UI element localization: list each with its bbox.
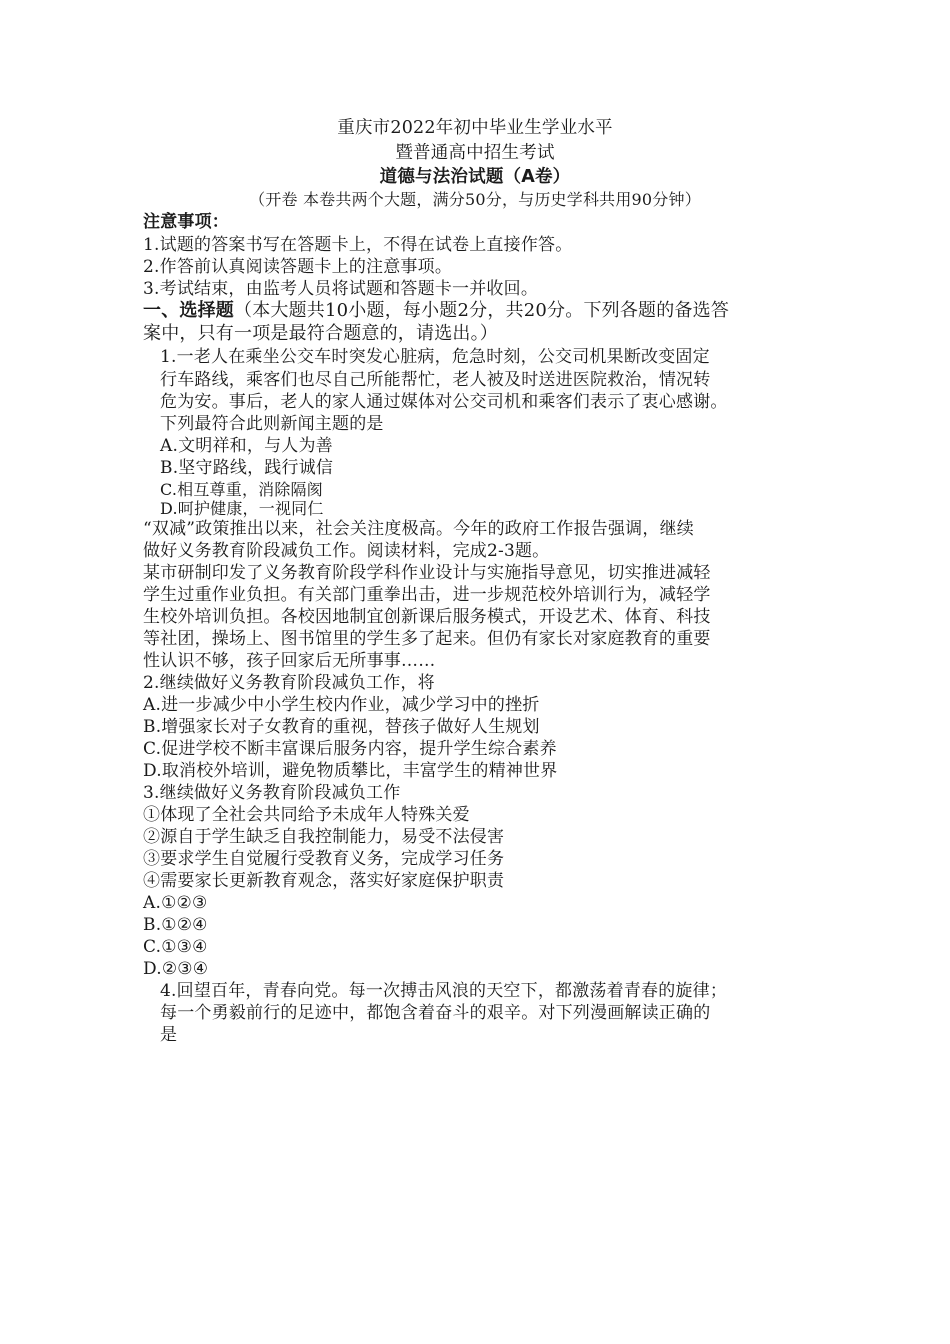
section1-intro-line2: 案中，只有一项是最符合题意的，请选出。） <box>143 323 498 344</box>
q3-statement-2: ②源自于学生缺乏自我控制能力，易受不法侵害 <box>143 827 505 847</box>
q3-statement-3: ③要求学生自觉履行受教育义务，完成学习任务 <box>143 849 505 869</box>
q4-stem-line: 4.回望百年，青春向党。每一次搏击风浪的天空下，都激荡着青春的旋律； <box>160 981 728 1001</box>
q4-stem-line: 是 <box>160 1025 178 1045</box>
section1-heading: 一、选择题 <box>143 300 234 321</box>
subject-title: 道德与法治试题（A卷） <box>379 167 571 187</box>
notice-item: 3.考试结束，由监考人员将试题和答题卡一并收回。 <box>143 279 539 299</box>
section1-intro-text: （本大题共10小题，每小题2分，共20分。下列各题的备选答 <box>234 300 730 321</box>
notice-item: 2.作答前认真阅读答题卡上的注意事项。 <box>143 257 453 277</box>
q3-option-a: A.①②③ <box>143 893 208 913</box>
material-intro-line: 做好义务教育阶段减负工作。阅读材料，完成2-3题。 <box>143 541 550 561</box>
q2-option-a: A.进一步减少中小学生校内作业，减少学习中的挫折 <box>143 695 540 715</box>
material-line: 某市研制印发了义务教育阶段学科作业设计与实施指导意见，切实推进减轻 <box>143 563 711 583</box>
q4-stem-line: 每一个勇毅前行的足迹中，都饱含着奋斗的艰辛。对下列漫画解读正确的 <box>160 1003 711 1023</box>
material-line: 生校外培训负担。各校因地制宜创新课后服务模式，开设艺术、体育、科技 <box>143 607 711 627</box>
q1-option-c: C.相互尊重，消除隔阂 <box>160 480 323 499</box>
material-line: 等社团，操场上、图书馆里的学生多了起来。但仍有家长对家庭教育的重要 <box>143 629 711 649</box>
q1-stem-line: 危为安。事后，老人的家人通过媒体对公交司机和乘客们表示了衷心感谢。 <box>160 392 728 412</box>
material-intro-line: “双减”政策推出以来，社会关注度极高。今年的政府工作报告强调，继续 <box>143 519 694 539</box>
q3-statement-4: ④需要家长更新教育观念，落实好家庭保护职责 <box>143 871 505 891</box>
exam-title-line2: 暨普通高中招生考试 <box>395 143 555 163</box>
q3-option-d: D.②③④ <box>143 959 209 979</box>
q3-option-c: C.①③④ <box>143 937 208 957</box>
section1-intro <box>143 300 729 322</box>
material-line: 性认识不够，孩子回家后无所事事…… <box>143 651 436 671</box>
exam-info: （开卷 本卷共两个大题，满分50分，与历史学科共用90分钟） <box>249 190 701 209</box>
q1-stem-line: 1.一老人在乘坐公交车时突发心脏病，危急时刻，公交司机果断改变固定 <box>160 347 710 367</box>
q2-option-c: C.促进学校不断丰富课后服务内容，提升学生综合素养 <box>143 739 557 759</box>
q2-option-d: D.取消校外培训，避免物质攀比，丰富学生的精神世界 <box>143 761 558 781</box>
q1-option-d: D.呵护健康，一视同仁 <box>160 499 324 518</box>
q2-option-b: B.增强家长对子女教育的重视，替孩子做好人生规划 <box>143 717 540 737</box>
q1-option-a: A.文明祥和，与人为善 <box>160 436 333 456</box>
q3-statement-1: ①体现了全社会共同给予未成年人特殊关爱 <box>143 805 470 825</box>
q3-option-b: B.①②④ <box>143 915 208 935</box>
q1-option-b: B.坚守路线，践行诚信 <box>160 458 334 478</box>
material-line: 学生过重作业负担。有关部门重拳出击，进一步规范校外培训行为，减轻学 <box>143 585 711 605</box>
q1-stem-line: 行车路线，乘客们也尽自己所能帮忙，老人被及时送进医院救治，情况转 <box>160 370 711 390</box>
exam-title-line1: 重庆市2022年初中毕业生学业水平 <box>337 118 613 138</box>
q1-stem-line: 下列最符合此则新闻主题的是 <box>160 414 384 434</box>
q2-stem: 2.继续做好义务教育阶段减负工作，将 <box>143 673 435 693</box>
notice-item: 1.试题的答案书写在答题卡上，不得在试卷上直接作答。 <box>143 235 573 255</box>
q3-stem: 3.继续做好义务教育阶段减负工作 <box>143 783 401 803</box>
notice-heading: 注意事项： <box>143 212 229 232</box>
